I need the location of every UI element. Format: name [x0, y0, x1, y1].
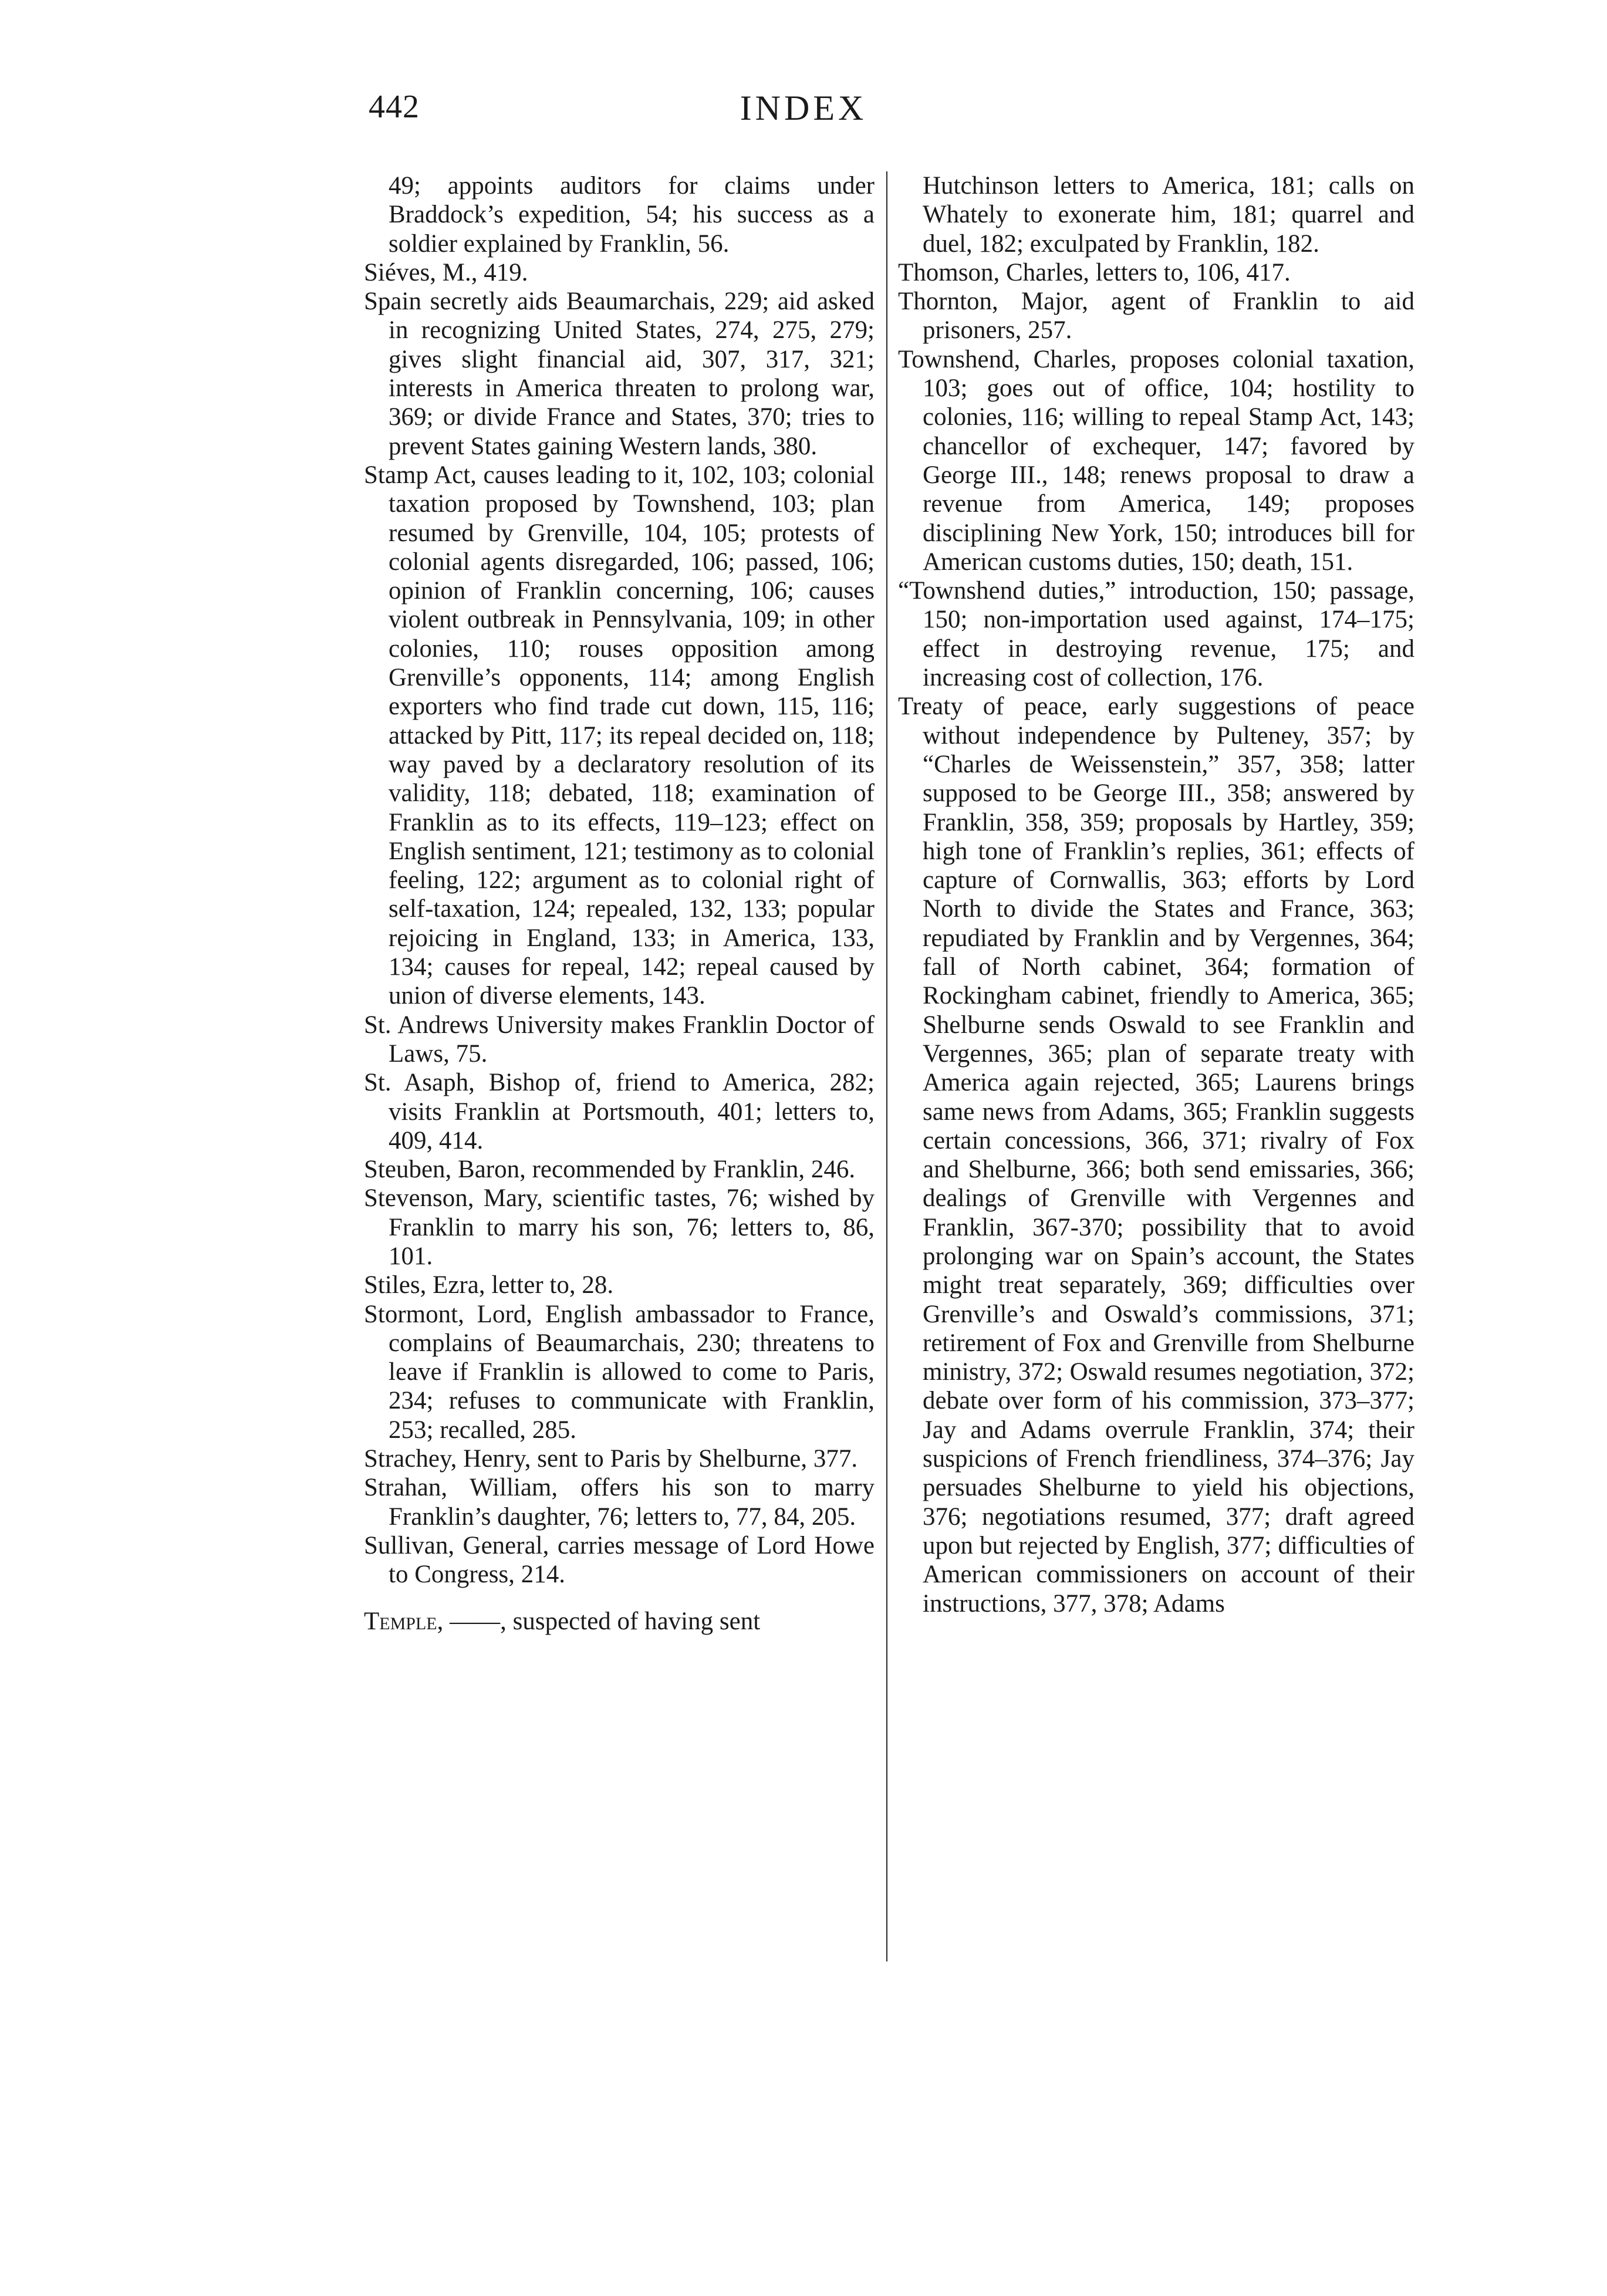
page-title: INDEX	[740, 89, 867, 127]
index-entry: Stevenson, Mary, scientific tastes, 76; wished by Franklin to marry his son, 76; letters to, 86, 101.	[364, 1184, 875, 1270]
index-entry: “Townshend duties,” introduction, 150; passage, 150; non-importation used against, 174–175; effect in destroying revenue, 175; and increasing cost of collection, 176.	[898, 577, 1414, 692]
index-entry: Thornton, Major, agent of Franklin to aid prisoners, 257.	[898, 288, 1414, 345]
index-entry: 49; appoints auditors for claims under Braddock’s expedition, 54; his success as a soldier explained by Franklin, 56.	[389, 172, 875, 258]
index-entry: Hutchinson letters to America, 181; calls on Whately to exonerate him, 181; quarrel and duel, 182; exculpated by Franklin, 182.	[923, 172, 1414, 258]
index-entry: Strachey, Henry, sent to Paris by Shelburne, 377.	[364, 1445, 858, 1473]
index-entry: Treaty of peace, early suggestions of peace without independence by Pulteney, 357; by “Charles de Weissenstein,” 357, 358; latter supposed to be George III., 358; answered by Franklin, 358, 359; proposals by Hartley, 359; high tone of Franklin’s replies, 361; effects of capture of Cornwallis, 363; efforts by Lord North to divide the States and France, 363; repudiated by Franklin and by Vergennes, 364; fall of North cabinet, 364; formation of Rockingham cabinet, friendly to America, 365; Shelburne sends Oswald to see Franklin and Vergennes, 365; plan of separate treaty with America again rejected, 365; Laurens brings same news from Adams, 365; Franklin suggests certain concessions, 366, 371; rivalry of Fox and Shelburne, 366; both send emissaries, 366; dealings of Grenville with Vergennes and Franklin, 367-370; possibility that to avoid prolonging war on Spain’s account, the States might treat separately, 369; difficulties over Grenville’s and Oswald’s commissions, 371; retirement of Fox and Grenville from Shelburne ministry, 372; Oswald resumes negotiation, 372; debate over form of his commission, 373–377; Jay and Adams overrule Franklin, 374; their suspicions of French friendliness, 374–376; Jay persuades Shelburne to yield his objections, 376; negotiations resumed, 377; draft agreed upon but rejected by English, 377; difficulties of American commissioners on account of their instructions, 377, 378; Adams	[898, 693, 1414, 1618]
index-entry: St. Asaph, Bishop of, friend to America, 282; visits Franklin at Portsmouth, 401; letters to, 409, 414.	[364, 1069, 875, 1154]
index-entry: Strahan, William, offers his son to marry Franklin’s daughter, 76; letters to, 77, 84, 205.	[364, 1474, 875, 1531]
index-entry: Stiles, Ezra, letter to, 28.	[364, 1271, 614, 1299]
column-divider	[886, 171, 887, 1961]
index-entry: St. Andrews University makes Franklin Doctor of Laws, 75.	[364, 1011, 875, 1068]
left-column	[364, 171, 875, 1636]
index-entry: Sullivan, General, carries message of Lord Howe to Congress, 214.	[364, 1531, 875, 1589]
index-entry: Stormont, Lord, English ambassador to France, complains of Beaumarchais, 230; threatens to leave if Franklin is allowed to come to Paris, 234; refuses to communicate with Franklin, 253; recalled, 285.	[364, 1300, 875, 1444]
page-header	[0, 88, 1607, 147]
page-number: 442	[369, 89, 420, 125]
index-entry-text: , ——, suspected of having sent	[437, 1607, 761, 1635]
index-entry: Thomson, Charles, letters to, 106, 417.	[898, 258, 1291, 286]
index-entry: Townshend, Charles, proposes colonial taxation, 103; goes out of office, 104; hostility to colonies, 116; willing to repeal Stamp Act, 143; chancellor of exchequer, 147; favored by George III., 148; renews proposal to draw a revenue from America, 149; proposes disciplining New York, 150; introduces bill for American customs duties, 150; death, 151.	[898, 345, 1414, 576]
index-entry: Stamp Act, causes leading to it, 102, 103; colonial taxation proposed by Townshend, 103; plan resumed by Grenville, 104, 105; protests of colonial agents disregarded, 106; passed, 106; opinion of Franklin concerning, 106; causes violent outbreak in Pennsylvania, 109; in other colonies, 110; rouses opposition among Grenville’s opponents, 114; among English exporters who find trade cut down, 115, 116; attacked by Pitt, 117; its repeal decided on, 118; way paved by a declaratory resolution of its validity, 118; debated, 118; examination of Franklin as to its effects, 119–123; effect on English sentiment, 121; testimony as to colonial feeling, 122; argument as to colonial right of self-taxation, 124; repealed, 132, 133; popular rejoicing in England, 133; in America, 133, 134; causes for repeal, 142; repeal caused by union of diverse elements, 143.	[364, 461, 875, 1010]
section-letter-head: Temple	[364, 1607, 437, 1635]
index-entry: Spain secretly aids Beaumarchais, 229; aid asked in recognizing United States, 274, 275, 279; gives slight financial aid, 307, 317, 321; interests in America threaten to prolong war, 369; or divide France and States, 370; tries to prevent States gaining Western lands, 380.	[364, 288, 875, 460]
right-column	[898, 171, 1414, 1618]
index-entry-temple	[364, 1607, 875, 1636]
index-entry: Steuben, Baron, recommended by Franklin, 246.	[364, 1156, 856, 1184]
index-entry: Siéves, M., 419.	[364, 258, 528, 286]
